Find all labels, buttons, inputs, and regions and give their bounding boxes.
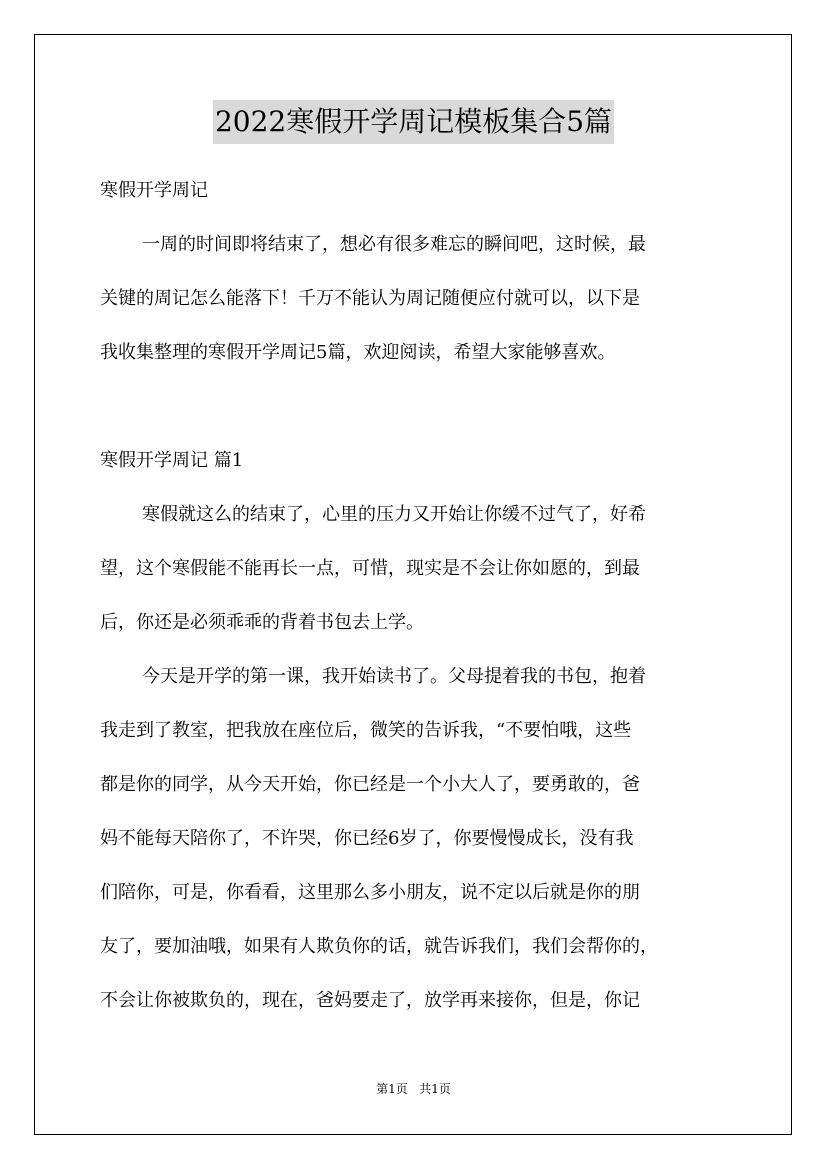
paragraph-line: 不会让你被欺负的，现在，爸妈要走了，放学再来接你，但是，你记 (100, 990, 640, 1011)
title-container (0, 100, 827, 144)
section-heading: 寒假开学周记 篇1 (100, 450, 244, 471)
page-number: 第1页 (376, 1082, 408, 1096)
paragraph-line: 今天是开学的第一课，我开始读书了。父母提着我的书包，抱着 (142, 666, 646, 687)
page-footer (0, 1080, 827, 1097)
intro-line: 一周的时间即将结束了，想必有很多难忘的瞬间吧，这时候，最 (142, 234, 646, 255)
paragraph-line: 我走到了教室，把我放在座位后，微笑的告诉我，“不要怕哦，这些 (100, 720, 632, 741)
page-total: 共1页 (419, 1082, 451, 1096)
section-heading: 寒假开学周记 (100, 180, 208, 201)
paragraph-line: 友了，要加油哦，如果有人欺负你的话，就告诉我们，我们会帮你的， (100, 936, 658, 957)
paragraph-line: 们陪你，可是，你看看，这里那么多小朋友，说不定以后就是你的朋 (100, 882, 640, 903)
intro-line: 我收集整理的寒假开学周记5篇，欢迎阅读，希望大家能够喜欢。 (100, 342, 616, 363)
paragraph-line: 妈不能每天陪你了，不许哭，你已经6岁了，你要慢慢成长，没有我 (100, 828, 634, 849)
document-body (100, 164, 740, 1028)
intro-line: 关键的周记怎么能落下！千万不能认为周记随便应付就可以，以下是 (100, 288, 640, 309)
paragraph-line: 寒假就这么的结束了，心里的压力又开始让你缓不过气了，好希 (142, 504, 646, 525)
paragraph-line: 望，这个寒假能不能再长一点，可惜，现实是不会让你如愿的，到最 (100, 558, 640, 579)
document-title: 2022寒假开学周记模板集合5篇 (213, 100, 614, 144)
blank-line (100, 380, 740, 434)
paragraph-line: 都是你的同学，从今天开始，你已经是一个小大人了，要勇敢的，爸 (100, 774, 640, 795)
paragraph-line: 后，你还是必须乖乖的背着书包去上学。 (100, 612, 424, 633)
